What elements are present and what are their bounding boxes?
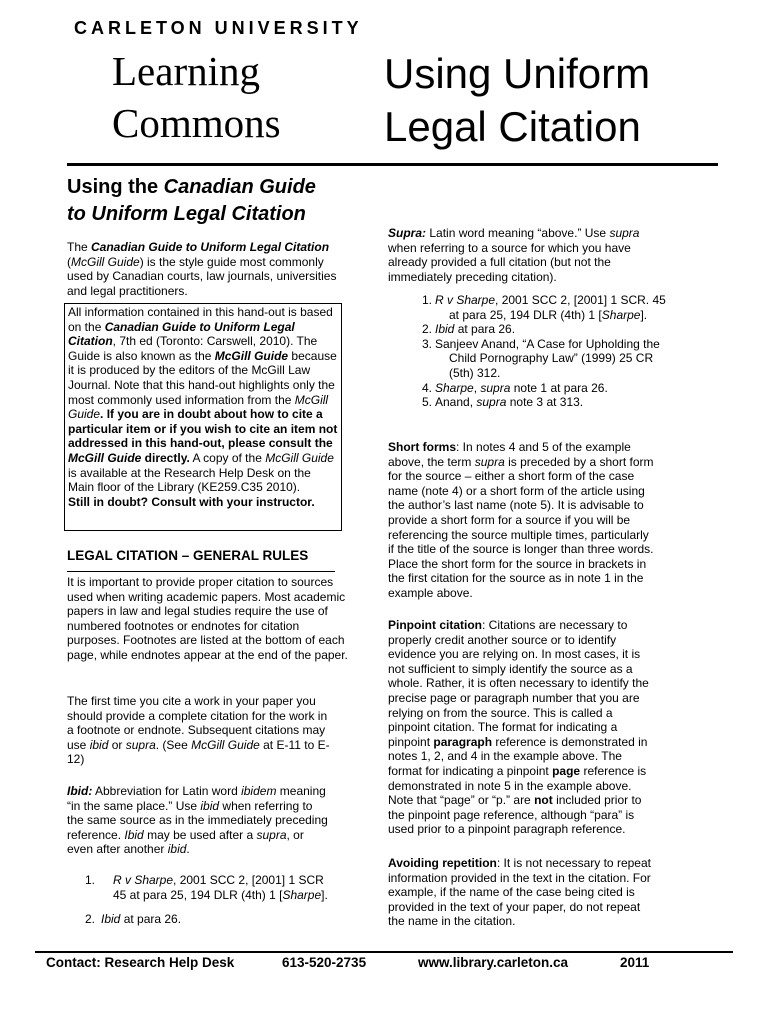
list-item: 2. Ibid at para 26. (422, 322, 516, 337)
footer-year: 2011 (620, 955, 650, 970)
list-item: 1. R v Sharpe, 2001 SCC 2, [2001] 1 SCR. 45 at para 25, 194 DLR (4th) 1 [Sharpe]. (422, 293, 666, 322)
header-divider (67, 163, 718, 166)
page-title-line1: Using Uniform (384, 50, 651, 97)
short-forms-paragraph: Short forms: In notes 4 and 5 of the example above, the term supra is preceded by a short form for the source – either a short form of the case name (note 4) or a short form of the article using the author’s last name (note 5). It is advisable to provide a short form for a source if you will be referencing the source multiple times, particularly if the title of the source is longer than three words. Place the short form for the source in brackets in the first citation for the source as in note 1 in the example above. (388, 440, 654, 600)
section-divider (67, 571, 335, 572)
footer-contact: Contact: Research Help Desk (46, 955, 235, 970)
footer-phone: 613-520-2735 (282, 955, 367, 970)
left-heading: Using the Canadian Guide to Uniform Legal Citation (67, 176, 316, 225)
pinpoint-paragraph: Pinpoint citation: Citations are necessary to properly credit another source or to identify evidence you are relying on. In most cases, it is not sufficient to simply identify the source as a whole. Rather, it is often necessary to identify the precise page or paragraph number that you are relying on from the source. This is called a pinpoint citation. The format for indicating a pinpoint paragraph reference is demonstrated in notes 1, 2, and 4 in the example above. The format for indicating a pinpoint page reference is demonstrated in note 5 in the example above. Note that “page” or “p.” are not included prior to the pinpoint page reference, although “para” is used prior to a pinpoint paragraph reference. (388, 618, 649, 837)
section-title: LEGAL CITATION – GENERAL RULES (67, 548, 309, 563)
learning-commons-line1: Learning (112, 48, 260, 94)
page-title-line2: Legal Citation (384, 103, 641, 150)
university-name: CARLETON UNIVERSITY (74, 18, 363, 38)
ibid-paragraph: Ibid: Abbreviation for Latin word ibidem meaning “in the same place.” Use ibid when referring to the same source as in the immediately preceding reference. Ibid may be used after a supra, or even after another ibid. (67, 784, 328, 857)
list-item: 1. R v Sharpe, 2001 SCC 2, [2001] 1 SCR 45 at para 25, 194 DLR (4th) 1 [Sharpe]. (85, 873, 328, 902)
supra-paragraph: Supra: Latin word meaning “above.” Use supra when referring to a source for which you have already provided a full citation (but not the immediately preceding citation). (388, 226, 640, 284)
intro-paragraph: The Canadian Guide to Uniform Legal Citation (McGill Guide) is the style guide most commonly used by Canadian courts, law journals, universities and legal practitioners. (67, 240, 337, 298)
learning-commons-line2: Commons (112, 100, 281, 146)
ibid-example-list (67, 873, 337, 927)
list-item: 5. Anand, supra note 3 at 313. (422, 395, 584, 410)
avoiding-repetition-paragraph: Avoiding repetition: It is not necessary to repeat information provided in the text in the citation. For example, if the name of the case being cited is provided in the text of your paper, do not repeat the name in the citation. (388, 856, 651, 929)
footer-divider (35, 951, 733, 953)
info-box: All information contained in this hand-out is based on the Canadian Guide to Uniform Legal Citation, 7th ed (Toronto: Carswell, 2010). The Guide is also known as the McGill Guide because it is produced by the editors of the McGill Law Journal. Note that this hand-out highlights only the most commonly used information from the McGill Guide. If you are in doubt about how to cite a particular item or if you wish to cite an item not addressed in this hand-out, please consult the McGill Guide directly. A copy of the McGill Guide is available at the Research Help Desk on the Main floor of the Library (KE259.C35 2010). Still in doubt? Consult with your instructor. (64, 303, 342, 531)
footer-url[interactable]: www.library.carleton.ca (418, 955, 569, 970)
first-citation-paragraph: The first time you cite a work in your paper you should provide a complete citation for the work in a footnote or endnote. Subsequent citations may use ibid or supra. (See McGill Guide at E-11 to E-12) (67, 694, 330, 767)
general-rules-paragraph: It is important to provide proper citation to sources used when writing academic papers. Most academic papers in law and legal studies require the use of numbered footnotes or endnotes for citation purposes. Footnotes are listed at the bottom of each page, while endnotes appear at the end of the paper. (67, 575, 348, 662)
list-item: 4. Sharpe, supra note 1 at para 26. (422, 380, 608, 395)
supra-example-list (388, 293, 668, 410)
list-item: 2. Ibid at para 26. (85, 912, 182, 927)
list-item: 3. Sanjeev Anand, “A Case for Upholding the Child Pornography Law” (1999) 25 CR (5th) 312. (422, 336, 660, 380)
